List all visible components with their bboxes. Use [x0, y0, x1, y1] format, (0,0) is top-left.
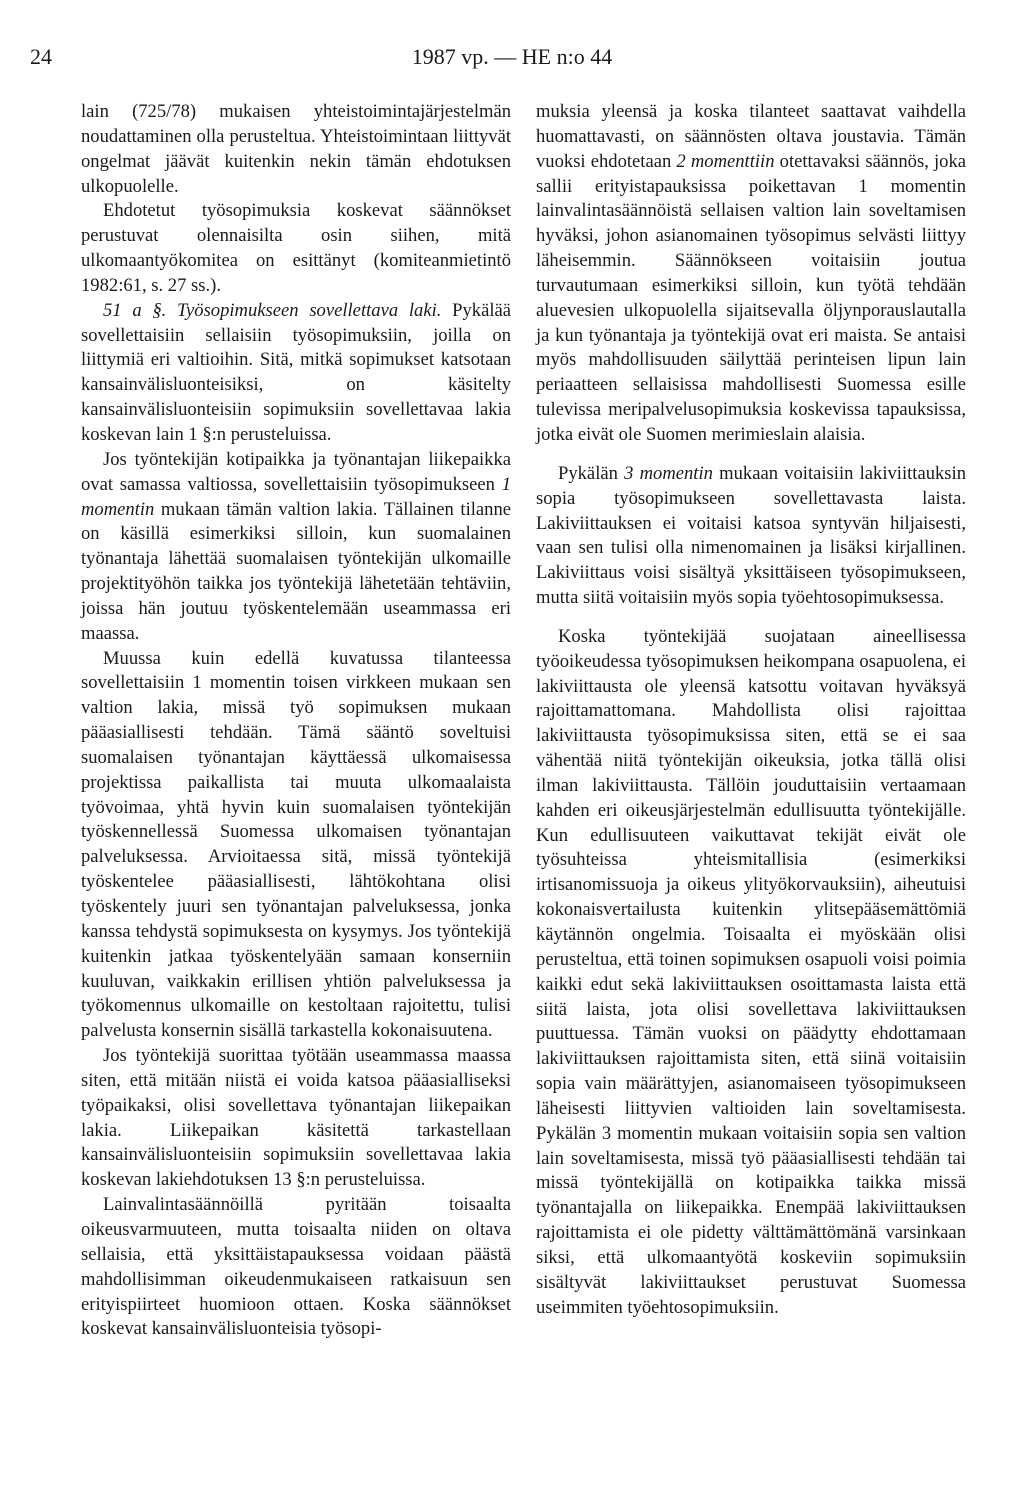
right-paragraph-2-emphasis: 3 momentin	[624, 462, 713, 484]
right-paragraph-1-text-b: otettavaksi säännös, joka sallii erityistapauksissa poikettavan 1 momentin lainvalintasäännöistä sellaisen valtion lain soveltamisen hyväksi, johon asianomainen työsopimus selvästi liittyy läheisemmin. Säännökseen voitaisiin joutua turvautumaan esimerkiksi silloin, kun työtä tehdään aluevesien ulkopuolella sijaitsevalla öljynporauslautalla ja kun työnantaja ja työntekijä ovat eri maista. Se antaisi myös mahdollisuuden säilyttää perinteisen lipun lain periaatteen sellaisissa mahdollisesti Suomessa esille tulevissa meripalvelusopimuksia koskevissa tapauksissa, jotka eivät ole Suomen merimieslain alaisia.	[536, 150, 967, 445]
section-51a-text: Pykälää sovellettaisiin sellaisiin työsopimuksiin, joilla on liittymiä eri valtioihin. Sitä, mitkä sopimukset katsotaan kansainvälisluonteisiksi, on käsitelty kansainvälisluonteisiin sopimuksiin sovellettavaa lakia koskevan lain 1 §:n perusteluissa.	[81, 299, 511, 445]
right-paragraph-1-text-a: muksia yleensä ja koska tilanteet saattavat vaihdella huomattavasti, on säännösten oltava joustavia. Tämän vuoksi ehdotetaan	[536, 101, 966, 172]
left-paragraph-4	[81, 448, 511, 647]
left-paragraph-4-emphasis: 1 momentin	[81, 473, 511, 520]
page-header	[0, 44, 1024, 74]
section-51a-heading: 51 a §. Työsopimukseen sovellettava laki.	[103, 299, 442, 321]
section-51a-paragraph	[81, 299, 511, 448]
left-paragraph-5: Muussa kuin edellä kuvatussa tilanteessa sovellettaisiin 1 momentin toisen virkkeen mukaan sen valtion lakia, missä työ sopimuksen mukaan pääasiallisesti tehdään. Tämä sääntö soveltuisi suomalaisen työnantajan käyttäessä ulkomaisessa projektissa paikallista tai muuta ulkomaalaista työvoimaa, yhtä hyvin kuin suomalaisen työntekijän työskennellessä Suomessa ulkomaisen työnantajan palveluksessa. Arvioitaessa sitä, missä työntekijä työskentelee pääasiallisesti, lähtökohtana olisi työskentely juuri sen työnantajan palveluksessa, jonka kanssa tehdystä sopimuksesta on kysymys. Jos työntekijä kuitenkin jatkaa työskentelyään samaan konserniin kuuluvan, vaikkakin erillisen yhtiön palveluksessa ja työkomennus ulkomaille on kestoltaan rajoitettu, tulisi palvelusta konsernin sisällä tarkastella kokonaisuutena.	[81, 647, 511, 1042]
left-paragraph-4-text-b: mukaan tämän valtion lakia. Tällainen tilanne on käsillä esimerkiksi silloin, kun suomalainen työnantaja lähettää suomalaisen työntekijän ulkomaille projektityöhön taikka jos työntekijä lähetetään tehtäviin, joissa hän joutuu työskentelemään useammassa eri maassa.	[81, 498, 511, 644]
right-paragraph-2-text-a: Pykälän	[558, 462, 625, 484]
right-column	[536, 100, 966, 1321]
left-paragraph-2: Ehdotetut työsopimuksia koskevat säännökset perustuvat olennaisilta osin siihen, mitä ulkomaantyökomitea on esittänyt (komiteanmietintö 1982:61, s. 27 ss.).	[81, 200, 511, 296]
right-paragraph-1-emphasis: 2 momenttiin	[676, 150, 775, 172]
left-paragraph-4-text-a: Jos työntekijän kotipaikka ja työnantajan liikepaikka ovat samassa valtiossa, sovellettaisiin työsopimukseen	[81, 448, 511, 495]
left-paragraph-7: Lainvalintasäännöillä pyritään toisaalta oikeusvarmuuteen, mutta toisaalta niiden on oltava sellaisia, että yksittäistapauksessa voidaan päästä mahdollisimman oikeudenmukaiseen ratkaisuun sen erityispiirteet huomioon ottaen. Koska säännökset koskevat kansainvälisluonteisia työsopi-	[81, 1194, 511, 1340]
running-title: 1987 vp. — HE n:o 44	[411, 44, 613, 69]
left-paragraph-6: Jos työntekijä suorittaa työtään useammassa maassa siten, että mitään niistä ei voida katsoa pääasialliseksi työpaikaksi, olisi sovellettava työnantajan liikepaikan lakia. Liikepaikan käsitettä tarkastellaan kansainvälisluonteisiin sopimuksiin sovellettavaa lakia koskevan lakiehdotuksen 13 §:n perusteluissa.	[81, 1045, 511, 1191]
right-paragraph-2-text-b: mukaan voitaisiin lakiviittauksin sopia työsopimukseen sovellettavasta laista. Lakiviittauksen ei voitaisi katsoa syntyvän hiljaisesti, vaan sen tulisi olla nimenomainen ja lisäksi kirjallinen. Lakiviittaus voisi sisältyä yksittäiseen työsopimukseen, mutta siitä voitaisiin myös sopia työehtosopimuksessa.	[536, 462, 966, 609]
left-paragraph-1: lain (725/78) mukaisen yhteistoimintajärjestelmän noudattaminen olla perusteltua. Yhteistoimintaan liittyvät ongelmat jäävät kuitenkin nekin tämän ehdotuksen ulkopuolelle.	[81, 101, 511, 197]
right-paragraph-2	[536, 462, 966, 611]
left-column	[81, 100, 511, 1342]
right-paragraph-1	[536, 100, 966, 448]
right-paragraph-3: Koska työntekijää suojataan aineellisessa työoikeudessa työsopimuksen heikompana osapuolena, ei lakiviittausta ole yleensä katsottu voitavan hyväksyä rajoittamattomana. Mahdollista olisi rajoittaa lakiviittausta työsopimuksissa siten, että se ei saa vähentää niitä työntekijän oikeuksia, jotka tällä olisi ilman lakiviittausta. Tällöin jouduttaisiin vertaamaan kahden eri oikeusjärjestelmän edullisuutta työntekijälle. Kun edullisuuteen vaikuttavat tekijät eivät ole työsuhteissa yhteismitallisia (esimerkiksi irtisanomissuoja ja oikeus ylityökorvauksiin), aiheutuisi kokonaisvertailusta kuitenkin ylitsepääsemättömiä käytännön ongelmia. Toisaalta ei myöskään olisi perusteltua, että toinen sopimuksen osapuoli voisi poimia kaikki edut sekä lakiviittauksen osoittamasta laista että siitä laista, jota olisi sovellettava lakiviittauksen puuttuessa. Tämän vuoksi on päädytty ehdottamaan lakiviittauksen rajoittamista siten, että siinä voitaisiin sopia vain määrättyjen, asianomaiseen työsopimukseen läheisesti liittyvien valtioiden lain soveltamisesta. Pykälän 3 momentin mukaan voitaisiin sopia sen valtion lain soveltamisesta, missä työ pääasiallisesti tehdään tai missä työntekijällä on kotipaikka taikka missä työnantajalla on liikepaikka. Enempää lakiviittauksen rajoittamista ei ole pidetty välttämättömänä varsinkaan siksi, että ulkomaantyötä koskeviin sopimuksiin sisältyvät lakiviittaukset perustuvat Suomessa useimmiten työehtosopimuksiin.	[536, 625, 966, 1318]
page-number: 24	[30, 44, 52, 69]
